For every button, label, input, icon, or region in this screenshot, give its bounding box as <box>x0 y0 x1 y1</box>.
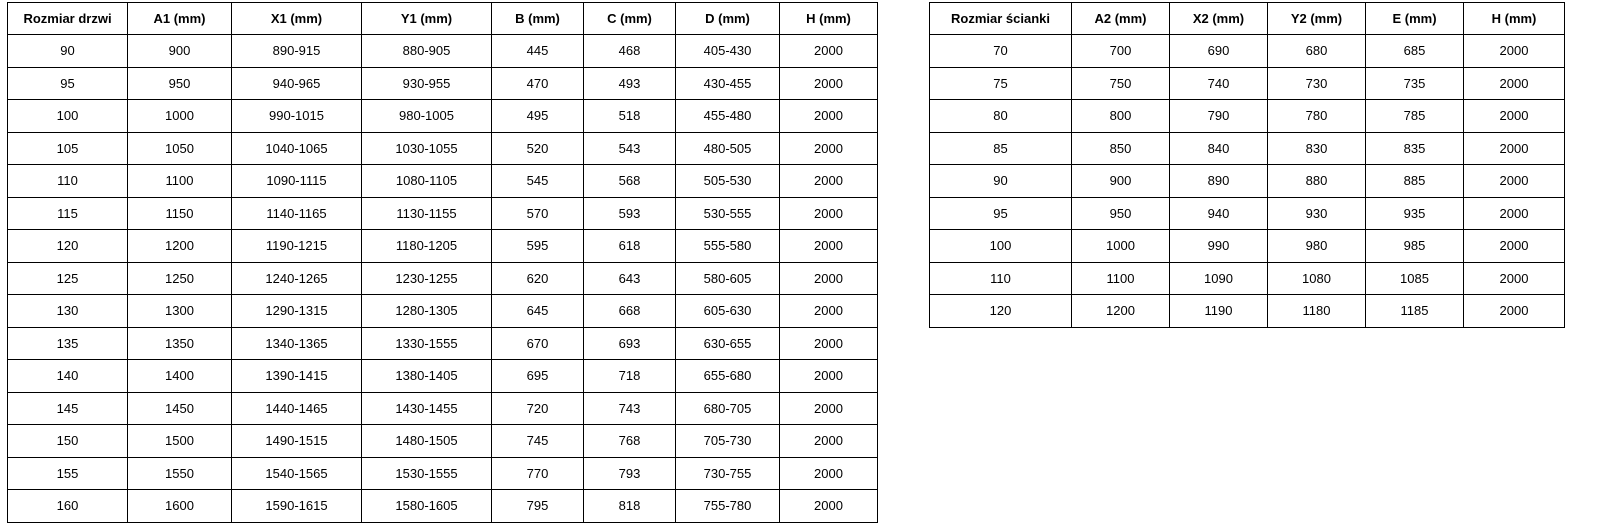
doors-column-header: B (mm) <box>492 3 584 35</box>
table-cell: 2000 <box>780 132 878 165</box>
table-cell: 1150 <box>128 197 232 230</box>
table-cell: 75 <box>930 67 1072 100</box>
doors-column-header: Rozmiar drzwi <box>8 3 128 35</box>
doors-dimension-table-container <box>7 2 878 523</box>
table-row <box>8 490 878 523</box>
table-body <box>930 35 1565 328</box>
wall-panel-dimension-table-container <box>929 2 1565 328</box>
table-cell: 718 <box>584 360 676 393</box>
table-cell: 785 <box>1366 100 1464 133</box>
table-cell: 90 <box>8 35 128 68</box>
table-row <box>8 132 878 165</box>
table-row <box>930 67 1565 100</box>
table-cell: 680-705 <box>676 392 780 425</box>
table-cell: 793 <box>584 457 676 490</box>
table-cell: 980 <box>1268 230 1366 263</box>
table-cell: 700 <box>1072 35 1170 68</box>
table-cell: 2000 <box>780 392 878 425</box>
table-row <box>8 295 878 328</box>
table-cell: 1180-1205 <box>362 230 492 263</box>
table-cell: 2000 <box>1464 35 1565 68</box>
table-cell: 720 <box>492 392 584 425</box>
table-cell: 520 <box>492 132 584 165</box>
wall-column-header: E (mm) <box>1366 3 1464 35</box>
table-cell: 1350 <box>128 327 232 360</box>
table-cell: 1000 <box>128 100 232 133</box>
table-cell: 770 <box>492 457 584 490</box>
table-cell: 1240-1265 <box>232 262 362 295</box>
table-cell: 1280-1305 <box>362 295 492 328</box>
table-cell: 2000 <box>780 295 878 328</box>
table-cell: 120 <box>8 230 128 263</box>
table-cell: 2000 <box>1464 295 1565 328</box>
table-cell: 668 <box>584 295 676 328</box>
table-row <box>930 262 1565 295</box>
table-cell: 1090-1115 <box>232 165 362 198</box>
table-cell: 1200 <box>128 230 232 263</box>
table-cell: 1400 <box>128 360 232 393</box>
table-cell: 1500 <box>128 425 232 458</box>
table-cell: 555-580 <box>676 230 780 263</box>
table-cell: 430-455 <box>676 67 780 100</box>
doors-column-header: X1 (mm) <box>232 3 362 35</box>
table-cell: 1440-1465 <box>232 392 362 425</box>
table-cell: 100 <box>8 100 128 133</box>
table-cell: 693 <box>584 327 676 360</box>
table-cell: 1050 <box>128 132 232 165</box>
table-cell: 2000 <box>1464 197 1565 230</box>
table-cell: 780 <box>1268 100 1366 133</box>
table-cell: 2000 <box>780 35 878 68</box>
table-cell: 1580-1605 <box>362 490 492 523</box>
table-cell: 1230-1255 <box>362 262 492 295</box>
table-cell: 115 <box>8 197 128 230</box>
wall-column-header: Y2 (mm) <box>1268 3 1366 35</box>
table-cell: 595 <box>492 230 584 263</box>
wall-panel-dimension-table <box>929 2 1565 328</box>
table-cell: 445 <box>492 35 584 68</box>
table-cell: 1085 <box>1366 262 1464 295</box>
table-cell: 930 <box>1268 197 1366 230</box>
table-cell: 125 <box>8 262 128 295</box>
table-cell: 545 <box>492 165 584 198</box>
table-cell: 1080 <box>1268 262 1366 295</box>
table-cell: 130 <box>8 295 128 328</box>
table-cell: 755-780 <box>676 490 780 523</box>
table-row <box>8 425 878 458</box>
doors-column-header: H (mm) <box>780 3 878 35</box>
table-cell: 1480-1505 <box>362 425 492 458</box>
table-row <box>8 100 878 133</box>
doors-dimension-table <box>7 2 878 523</box>
table-cell: 1290-1315 <box>232 295 362 328</box>
table-cell: 655-680 <box>676 360 780 393</box>
table-cell: 530-555 <box>676 197 780 230</box>
table-row <box>930 165 1565 198</box>
table-cell: 1140-1165 <box>232 197 362 230</box>
table-row <box>930 230 1565 263</box>
table-cell: 120 <box>930 295 1072 328</box>
table-cell: 593 <box>584 197 676 230</box>
table-cell: 620 <box>492 262 584 295</box>
table-cell: 505-530 <box>676 165 780 198</box>
wall-column-header: Rozmiar ścianki <box>930 3 1072 35</box>
table-row <box>930 132 1565 165</box>
table-cell: 518 <box>584 100 676 133</box>
table-cell: 930-955 <box>362 67 492 100</box>
table-header-row <box>930 3 1565 35</box>
table-cell: 1380-1405 <box>362 360 492 393</box>
table-cell: 740 <box>1170 67 1268 100</box>
table-cell: 2000 <box>780 230 878 263</box>
table-cell: 2000 <box>780 165 878 198</box>
table-cell: 155 <box>8 457 128 490</box>
table-cell: 730 <box>1268 67 1366 100</box>
table-cell: 570 <box>492 197 584 230</box>
table-cell: 705-730 <box>676 425 780 458</box>
table-cell: 70 <box>930 35 1072 68</box>
table-cell: 80 <box>930 100 1072 133</box>
table-cell: 618 <box>584 230 676 263</box>
table-cell: 630-655 <box>676 327 780 360</box>
table-cell: 1330-1555 <box>362 327 492 360</box>
table-row <box>8 262 878 295</box>
table-cell: 110 <box>930 262 1072 295</box>
table-cell: 2000 <box>1464 132 1565 165</box>
table-row <box>930 100 1565 133</box>
table-cell: 1490-1515 <box>232 425 362 458</box>
table-cell: 2000 <box>1464 67 1565 100</box>
table-cell: 1590-1615 <box>232 490 362 523</box>
table-cell: 1540-1565 <box>232 457 362 490</box>
table-cell: 110 <box>8 165 128 198</box>
table-cell: 568 <box>584 165 676 198</box>
table-cell: 468 <box>584 35 676 68</box>
table-row <box>930 197 1565 230</box>
table-cell: 1040-1065 <box>232 132 362 165</box>
table-cell: 1430-1455 <box>362 392 492 425</box>
table-cell: 880 <box>1268 165 1366 198</box>
table-cell: 985 <box>1366 230 1464 263</box>
table-cell: 1450 <box>128 392 232 425</box>
table-cell: 480-505 <box>676 132 780 165</box>
table-row <box>930 295 1565 328</box>
table-cell: 2000 <box>1464 230 1565 263</box>
table-row <box>8 392 878 425</box>
table-cell: 768 <box>584 425 676 458</box>
table-cell: 95 <box>930 197 1072 230</box>
table-cell: 100 <box>930 230 1072 263</box>
table-cell: 900 <box>1072 165 1170 198</box>
table-cell: 2000 <box>780 490 878 523</box>
table-row <box>8 457 878 490</box>
table-cell: 735 <box>1366 67 1464 100</box>
table-cell: 835 <box>1366 132 1464 165</box>
table-cell: 135 <box>8 327 128 360</box>
table-cell: 940 <box>1170 197 1268 230</box>
table-cell: 980-1005 <box>362 100 492 133</box>
table-cell: 145 <box>8 392 128 425</box>
table-cell: 493 <box>584 67 676 100</box>
table-cell: 580-605 <box>676 262 780 295</box>
table-cell: 1130-1155 <box>362 197 492 230</box>
table-cell: 605-630 <box>676 295 780 328</box>
table-cell: 2000 <box>780 100 878 133</box>
table-cell: 1300 <box>128 295 232 328</box>
table-cell: 2000 <box>780 262 878 295</box>
table-cell: 2000 <box>780 327 878 360</box>
table-header-row <box>8 3 878 35</box>
table-cell: 1100 <box>128 165 232 198</box>
table-cell: 1550 <box>128 457 232 490</box>
doors-column-header: C (mm) <box>584 3 676 35</box>
table-cell: 2000 <box>780 197 878 230</box>
table-cell: 743 <box>584 392 676 425</box>
table-cell: 1190-1215 <box>232 230 362 263</box>
table-cell: 95 <box>8 67 128 100</box>
table-cell: 160 <box>8 490 128 523</box>
table-cell: 890-915 <box>232 35 362 68</box>
wall-column-header: H (mm) <box>1464 3 1565 35</box>
table-cell: 1600 <box>128 490 232 523</box>
table-cell: 900 <box>128 35 232 68</box>
table-cell: 1340-1365 <box>232 327 362 360</box>
table-cell: 1000 <box>1072 230 1170 263</box>
table-cell: 2000 <box>780 67 878 100</box>
table-cell: 2000 <box>780 457 878 490</box>
table-cell: 950 <box>128 67 232 100</box>
table-cell: 1080-1105 <box>362 165 492 198</box>
table-cell: 1390-1415 <box>232 360 362 393</box>
table-cell: 950 <box>1072 197 1170 230</box>
table-cell: 150 <box>8 425 128 458</box>
table-cell: 405-430 <box>676 35 780 68</box>
wall-column-header: A2 (mm) <box>1072 3 1170 35</box>
table-cell: 645 <box>492 295 584 328</box>
wall-column-header: X2 (mm) <box>1170 3 1268 35</box>
table-cell: 1250 <box>128 262 232 295</box>
table-cell: 90 <box>930 165 1072 198</box>
table-cell: 1185 <box>1366 295 1464 328</box>
table-cell: 800 <box>1072 100 1170 133</box>
table-row <box>930 35 1565 68</box>
table-cell: 695 <box>492 360 584 393</box>
table-row <box>8 360 878 393</box>
table-cell: 690 <box>1170 35 1268 68</box>
table-cell: 730-755 <box>676 457 780 490</box>
table-cell: 1100 <box>1072 262 1170 295</box>
table-row <box>8 230 878 263</box>
table-cell: 818 <box>584 490 676 523</box>
table-cell: 670 <box>492 327 584 360</box>
doors-column-header: D (mm) <box>676 3 780 35</box>
table-cell: 745 <box>492 425 584 458</box>
table-cell: 495 <box>492 100 584 133</box>
table-cell: 685 <box>1366 35 1464 68</box>
table-cell: 2000 <box>1464 100 1565 133</box>
table-cell: 940-965 <box>232 67 362 100</box>
table-cell: 2000 <box>1464 165 1565 198</box>
table-row <box>8 197 878 230</box>
table-row <box>8 67 878 100</box>
table-cell: 680 <box>1268 35 1366 68</box>
table-body <box>8 35 878 523</box>
table-cell: 990 <box>1170 230 1268 263</box>
table-cell: 1030-1055 <box>362 132 492 165</box>
table-cell: 85 <box>930 132 1072 165</box>
table-cell: 1200 <box>1072 295 1170 328</box>
table-cell: 455-480 <box>676 100 780 133</box>
table-cell: 795 <box>492 490 584 523</box>
table-cell: 2000 <box>1464 262 1565 295</box>
table-cell: 890 <box>1170 165 1268 198</box>
table-cell: 850 <box>1072 132 1170 165</box>
table-cell: 543 <box>584 132 676 165</box>
table-cell: 885 <box>1366 165 1464 198</box>
doors-column-header: Y1 (mm) <box>362 3 492 35</box>
table-cell: 990-1015 <box>232 100 362 133</box>
table-cell: 2000 <box>780 360 878 393</box>
table-cell: 1090 <box>1170 262 1268 295</box>
table-row <box>8 35 878 68</box>
table-cell: 840 <box>1170 132 1268 165</box>
table-cell: 830 <box>1268 132 1366 165</box>
table-cell: 140 <box>8 360 128 393</box>
table-cell: 2000 <box>780 425 878 458</box>
table-cell: 1530-1555 <box>362 457 492 490</box>
table-row <box>8 165 878 198</box>
table-cell: 880-905 <box>362 35 492 68</box>
table-cell: 1180 <box>1268 295 1366 328</box>
table-cell: 643 <box>584 262 676 295</box>
table-cell: 750 <box>1072 67 1170 100</box>
table-cell: 470 <box>492 67 584 100</box>
table-cell: 105 <box>8 132 128 165</box>
table-cell: 790 <box>1170 100 1268 133</box>
doors-column-header: A1 (mm) <box>128 3 232 35</box>
table-row <box>8 327 878 360</box>
table-cell: 935 <box>1366 197 1464 230</box>
table-cell: 1190 <box>1170 295 1268 328</box>
